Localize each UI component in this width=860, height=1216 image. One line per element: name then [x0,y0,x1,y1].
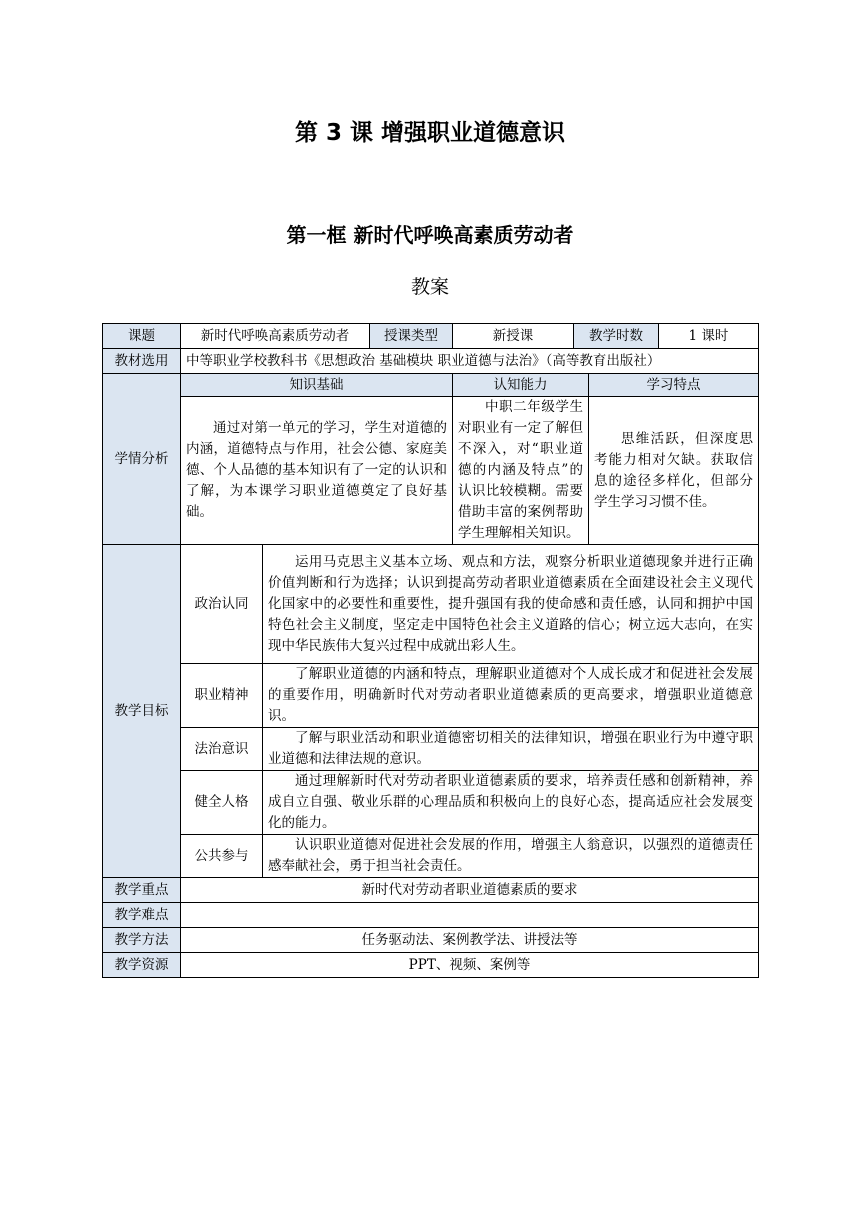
key-point-row [103,878,759,903]
goal-row-legal [103,728,759,771]
goal-label-public: 公共参与 [181,835,263,878]
learning-traits-header: 学习特点 [589,374,759,397]
knowledge-base-text [181,397,453,545]
goal-paragraph-personality: 通过理解新时代对劳动者职业道德素质的要求，培养责任感和创新精神，养成自立自强、敬业乐群的心理品质和积极向上的良好心态，提高适应社会发展变化的能力。 [268,773,753,831]
methods-value: 任务驱动法、案例教学法、讲授法等 [181,928,759,953]
resources-row [103,953,759,978]
goal-row-personality [103,771,759,835]
lesson-type-value: 新授课 [453,324,574,349]
difficulty-row [103,903,759,928]
goal-text-public [263,835,759,878]
document-title: 教案 [410,276,449,298]
topic-label: 课题 [103,324,181,349]
goal-paragraph-professional: 了解职业道德的内涵和特点，理解职业道德对个人成长成才和促进社会发展的重要作用，明确新时代对劳动者职业道德素质的更高要求，增强职业道德意识。 [268,666,753,724]
methods-row [103,928,759,953]
resources-label: 教学资源 [103,953,181,978]
learning-traits-paragraph: 思维活跃，但深度思考能力相对欠缺。获取信息的途径多样化，但部分学生学习习惯不佳。 [594,430,753,510]
analysis-content-row [103,397,759,545]
learning-traits-text [589,397,759,545]
topic-value: 新时代呼唤高素质劳动者 [181,324,370,349]
goal-label-legal: 法治意识 [181,728,263,771]
goal-label-political: 政治认同 [181,545,263,664]
difficulty-label: 教学难点 [103,903,181,928]
goal-row-public [103,835,759,878]
methods-label: 教学方法 [103,928,181,953]
goal-text-professional [263,664,759,728]
goal-paragraph-legal: 了解与职业活动和职业道德密切相关的法律知识，增强在职业行为中遵守职业道德和法律法规的意识。 [268,730,753,767]
key-point-label: 教学重点 [103,878,181,903]
goal-paragraph-public: 认识职业道德对促进社会发展的作用，增强主人翁意识，以强烈的道德责任感奉献社会，勇于担当社会责任。 [268,837,753,874]
analysis-label: 学情分析 [103,374,181,545]
goal-label-professional: 职业精神 [181,664,263,728]
lesson-plan-table [102,323,759,978]
cognitive-ability-paragraph: 中职二年级学生对职业有一定了解但不深入，对“职业道德的内涵及特点”的认识比较模糊。需要借助丰富的案例帮助学生理解相关知识。 [458,399,583,541]
goals-label: 教学目标 [103,545,181,878]
key-point-value: 新时代对劳动者职业道德素质的要求 [181,878,759,903]
resources-value: PPT、视频、案例等 [181,953,759,978]
knowledge-base-header: 知识基础 [181,374,453,397]
goal-label-personality: 健全人格 [181,771,263,835]
goal-paragraph-political: 运用马克思主义基本立场、观点和方法，观察分析职业道德现象并进行正确价值判断和行为选择；认识到提高劳动者职业道德素质在全面建设社会主义现代化国家中的必要性和重要性，提升强国有我的使命感和责任感，认同和拥护中国特色社会主义制度，坚定走中国特色社会主义道路的信心；树立远大志向，在实现中华民族伟大复兴过程中成就出彩人生。 [268,553,753,654]
goal-row-professional [103,664,759,728]
goal-row-political [103,545,759,664]
analysis-header-row [103,374,759,397]
teaching-hours-value: 1 课时 [659,324,759,349]
cognitive-ability-header: 认知能力 [453,374,589,397]
textbook-value: 中等职业学校教科书《思想政治 基础模块 职业道德与法治》（高等教育出版社） [181,349,759,374]
difficulty-value [181,903,759,928]
teaching-hours-label: 教学时数 [574,324,659,349]
textbook-label: 教材选用 [103,349,181,374]
goal-text-political [263,545,759,664]
lesson-type-label: 授课类型 [370,324,453,349]
textbook-row [103,349,759,374]
cognitive-ability-text [453,397,589,545]
goal-text-personality [263,771,759,835]
knowledge-base-paragraph: 通过对第一单元的学习，学生对道德的内涵，道德特点与作用，社会公德、家庭美德、个人品德的基本知识有了一定的认识和了解，为本课学习职业道德奠定了良好基础。 [186,420,447,520]
lesson-title: 第 3 课 增强职业道德意识 [294,120,566,146]
goal-text-legal [263,728,759,771]
header-info-row [103,324,759,349]
section-title: 第一框 新时代呼唤高素质劳动者 [286,223,574,247]
